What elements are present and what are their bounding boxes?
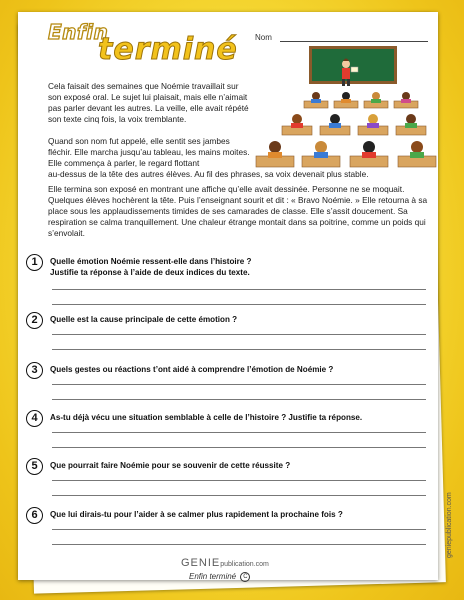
question-3 [26, 362, 426, 412]
classroom-illustration [254, 46, 438, 172]
story-paragraph-1: Cela faisait des semaines que Noémie travaillait sur son exposé oral. Le sujet lui plaisait, mais elle n’aimait pas parler devant les autres. La veille, elle avait répété son texte cinq fois, la voix tremblante. [48, 81, 249, 124]
question-4 [26, 410, 426, 460]
answer-line[interactable] [52, 480, 426, 481]
story-paragraph-2b: au-dessus de la tête des autres élèves. Au fil des phrases, sa voix devenait plus stable. [48, 169, 369, 179]
logo-sub: publication.com [220, 561, 269, 568]
answer-line[interactable] [52, 495, 426, 496]
question-text-5: Que pourrait faire Noémie pour se souvenir de cette réussite ? [50, 461, 291, 470]
answer-line[interactable] [52, 432, 426, 433]
answer-line[interactable] [52, 529, 426, 530]
question-number-3: 3 [26, 362, 43, 379]
logo-main: GENIE [181, 557, 221, 569]
question-text-1: Quelle émotion Noémie ressent-elle dans l’histoire ? Justifie ta réponse à l’aide de deux indices du texte. [50, 257, 252, 277]
copyright-icon: C [240, 572, 250, 582]
question-5 [26, 458, 426, 508]
worksheet-title [46, 20, 246, 68]
answer-line[interactable] [52, 544, 426, 545]
question-number-5: 5 [26, 458, 43, 475]
worksheet-page [18, 12, 453, 580]
title-line1: Enfin [48, 20, 109, 44]
name-field-line[interactable] [280, 41, 428, 42]
footer-text: Enfin terminé [189, 572, 237, 582]
answer-line[interactable] [52, 349, 426, 350]
question-1 [26, 254, 426, 314]
answer-line[interactable] [52, 304, 426, 305]
publisher-url-vertical: geniepublication.com [446, 492, 453, 558]
answer-line[interactable] [52, 399, 426, 400]
name-label: Nom [255, 33, 272, 42]
answer-line[interactable] [52, 334, 426, 335]
question-6 [26, 507, 426, 557]
question-text-4: As-tu déjà vécu une situation semblable à celle de l’histoire ? Justifie ta réponse. [50, 413, 363, 422]
question-text-3: Quels gestes ou réactions t’ont aidé à comprendre l’émotion de Noémie ? [50, 365, 334, 374]
story-paragraph-3: Elle termina son exposé en montrant une affiche qu’elle avait dessinée. Personne ne se moquait. Quelques élèves hochèrent la tête. Puis l’enseignant sourit et dit : « Bravo Noémie. » Elle retourna à sa place sous les applaudissements timides de ses camarades de classe. Elle s’assit doucement. Sa respiration se calma tranquillement. Une chaleur étrange montait dans sa poitrine, comme un poids qui s’envolait. [48, 184, 428, 238]
answer-line[interactable] [52, 289, 426, 290]
question-text-2: Quelle est la cause principale de cette émotion ? [50, 315, 238, 324]
title-line2: terminé [98, 32, 238, 67]
question-number-4: 4 [26, 410, 43, 427]
question-number-2: 2 [26, 312, 43, 329]
question-2 [26, 312, 426, 362]
publisher-logo [181, 557, 269, 569]
question-number-6: 6 [26, 507, 43, 524]
answer-line[interactable] [52, 384, 426, 385]
story-paragraph-2a: Quand son nom fut appelé, elle sentit ses jambes fléchir. Elle marcha jusqu’au tableau, les mains moites. Elle commença à parler, le regard flottant [48, 136, 250, 168]
footer-title [189, 572, 250, 582]
answer-line[interactable] [52, 447, 426, 448]
question-text-6: Que lui dirais-tu pour l’aider à se calmer plus rapidement la prochaine fois ? [50, 510, 343, 519]
question-number-1: 1 [26, 254, 43, 271]
